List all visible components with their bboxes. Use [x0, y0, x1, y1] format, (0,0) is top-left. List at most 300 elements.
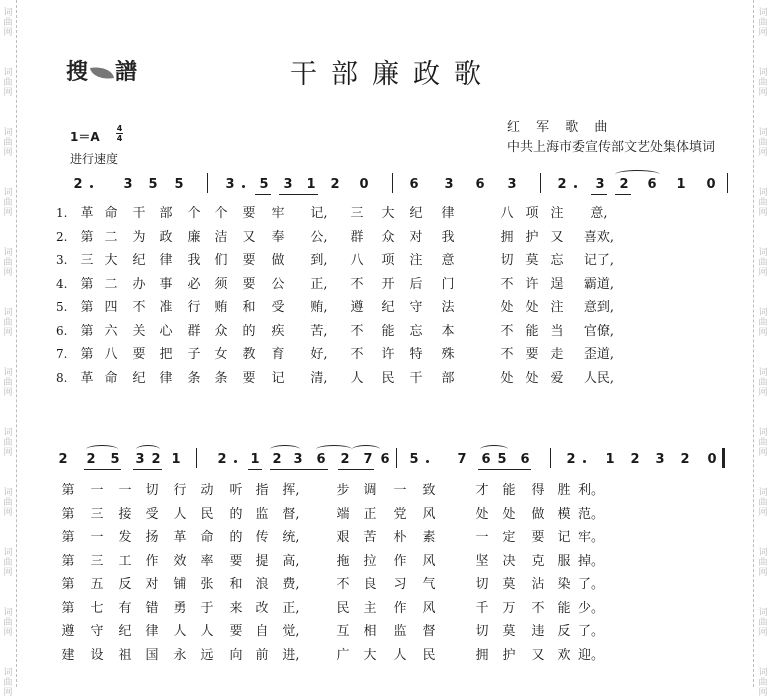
lyric-syllable: 处 [525, 300, 539, 315]
eighth-beam [279, 194, 318, 195]
watermark-text: 词 曲 网 [758, 488, 768, 518]
lyric-syllable: 少。 [578, 600, 605, 616]
lyric-syllable: 模 [557, 506, 571, 522]
watermark-text: 词 曲 网 [3, 368, 13, 398]
lyric-syllable: 要 [229, 553, 243, 569]
lyric-syllable: 于 [200, 600, 214, 616]
slur [480, 445, 508, 454]
lyric-syllable: 又 [242, 229, 256, 245]
lyric-syllable: 范。 [578, 506, 605, 522]
eighth-beam [255, 194, 271, 195]
lyric-syllable: 改 [255, 600, 269, 616]
lyric-syllable: 要 [242, 276, 256, 292]
lyric-syllable: 作 [145, 553, 159, 569]
lyric-syllable: 国 [145, 647, 159, 663]
lyric-syllable: 端 [336, 506, 350, 522]
jianpu-note: 2 [151, 452, 161, 467]
lyric-syllable: 有 [118, 600, 132, 616]
jianpu-note: 3 [123, 177, 133, 192]
lyric-syllable: 霸道, [583, 276, 615, 292]
lyric-syllable: 了。 [578, 624, 605, 639]
key-signature: 1＝A [70, 130, 100, 144]
lyric-syllable: 须 [214, 276, 228, 292]
jianpu-note: 7 [457, 452, 467, 467]
lyric-syllable: 工 [118, 553, 132, 569]
lyric-syllable: 广 [336, 647, 350, 663]
eighth-beam [133, 469, 162, 470]
lyric-syllable: 和 [229, 577, 243, 592]
lyric-syllable: 一 [475, 530, 489, 545]
lyric-syllable: 条 [187, 370, 201, 386]
lyric-syllable: 牢 [271, 206, 285, 221]
jianpu-note: 6 [520, 452, 530, 467]
jianpu-note: 5 [110, 452, 120, 467]
lyric-syllable: 错 [145, 600, 159, 616]
lyric-syllable: 革 [173, 530, 187, 545]
lyric-syllable: 个 [214, 206, 228, 221]
lyric-syllable: 正, [310, 276, 328, 292]
lyric-syllable: 永 [173, 647, 187, 663]
watermark-text: 词 曲 网 [3, 188, 13, 218]
leaf-icon [90, 64, 114, 82]
lyric-syllable: 子 [187, 347, 201, 362]
lyric-syllable: 个 [187, 206, 201, 221]
lyric-syllable: 三 [80, 253, 94, 268]
lyric-syllable: 众 [381, 229, 395, 245]
lyric-syllable: 又 [550, 229, 564, 245]
lyric-syllable: 喜欢, [583, 229, 615, 245]
lyric-syllable: 监 [255, 506, 269, 522]
slur [615, 170, 660, 179]
lyric-syllable: 人 [173, 624, 187, 639]
lyric-syllable: 风 [422, 553, 436, 569]
watermark-text: 词 曲 网 [3, 668, 13, 698]
lyric-syllable: 第 [80, 300, 94, 315]
watermark-text: 词 曲 网 [3, 428, 13, 458]
lyric-syllable: 不 [132, 300, 146, 315]
jianpu-note: 0 [707, 452, 717, 467]
lyric-syllable: 要 [242, 370, 256, 386]
lyric-syllable: 民 [336, 600, 350, 616]
lyric-syllable: 作 [393, 553, 407, 569]
lyric-syllable: 三 [90, 506, 104, 522]
lyric-syllable: 率 [200, 553, 214, 569]
lyric-syllable: 传 [255, 530, 269, 545]
right-margin-watermark [753, 0, 770, 698]
bar-line [207, 173, 208, 193]
lyric-syllable: 二 [104, 229, 118, 245]
lyric-syllable: 扬 [145, 530, 159, 545]
lyric-syllable: 要 [525, 347, 539, 362]
lyric-syllable: 注 [409, 253, 423, 268]
time-sig-bottom: 4 [116, 134, 123, 143]
lyric-syllable: 来 [229, 600, 243, 616]
lyric-syllable: 致 [422, 483, 436, 498]
lyric-syllable: 歪道, [583, 347, 615, 362]
lyric-syllable: 调 [363, 483, 377, 498]
lyric-syllable: 党 [393, 506, 407, 522]
song-title: 干部廉政歌 [290, 59, 495, 90]
lyric-syllable: 不 [500, 276, 514, 292]
watermark-text: 词 曲 网 [758, 368, 768, 398]
lyric-syllable: 沾 [531, 577, 545, 592]
watermark-text: 词 曲 网 [758, 248, 768, 278]
lyric-syllable: 督 [422, 624, 436, 639]
augmentation-dot [242, 185, 245, 188]
lyric-syllable: 记 [557, 530, 571, 545]
lyric-syllable: 律 [159, 370, 173, 386]
jianpu-note: 2 [630, 452, 640, 467]
lyric-syllable: 命 [104, 370, 118, 386]
lyric-syllable: 能 [381, 323, 395, 339]
lyric-syllable: 育 [271, 347, 285, 362]
lyric-syllable: 切 [500, 253, 514, 268]
lyric-verse-number: 5. [56, 300, 68, 314]
lyric-syllable: 法 [441, 300, 455, 315]
lyric-syllable: 第 [61, 553, 75, 569]
bar-line [396, 448, 397, 468]
watermark-text: 词 曲 网 [758, 188, 768, 218]
augmentation-dot [90, 185, 93, 188]
lyric-syllable: 众 [214, 323, 228, 339]
jianpu-note: 2 [58, 452, 68, 467]
lyric-syllable: 许 [525, 276, 539, 292]
lyric-syllable: 部 [441, 370, 455, 386]
lyric-syllable: 许 [381, 347, 395, 362]
lyric-syllable: 遵 [350, 300, 364, 315]
lyric-syllable: 莫 [502, 624, 516, 639]
lyric-syllable: 苦, [310, 323, 328, 339]
lyric-syllable: 七 [90, 600, 104, 616]
lyric-syllable: 忘 [409, 323, 423, 339]
jianpu-note: 3 [293, 452, 303, 467]
lyric-syllable: 部 [159, 206, 173, 221]
lyric-syllable: 八 [500, 206, 514, 221]
lyric-syllable: 胜 [557, 483, 571, 498]
lyric-syllable: 六 [104, 323, 118, 339]
lyric-syllable: 互 [336, 624, 350, 639]
lyric-syllable: 关 [132, 323, 146, 339]
lyric-syllable: 要 [242, 206, 256, 221]
eighth-beam [478, 469, 531, 470]
logo-char-1: 搜 [66, 60, 90, 85]
jianpu-note: 2 [330, 177, 340, 192]
lyric-syllable: 遵 [61, 624, 75, 639]
augmentation-dot [574, 185, 577, 188]
lyric-syllable: 反 [118, 577, 132, 592]
lyric-syllable: 记了, [583, 253, 615, 268]
lyric-syllable: 项 [525, 206, 539, 221]
lyric-syllable: 记 [271, 370, 285, 386]
jianpu-note: 6 [380, 452, 390, 467]
lyric-syllable: 女 [214, 347, 228, 362]
logo-char-2: 譜 [115, 60, 139, 85]
lyric-syllable: 命 [200, 530, 214, 545]
lyric-syllable: 条 [214, 370, 228, 386]
lyric-syllable: 人 [350, 370, 364, 386]
lyric-verse-number: 4. [56, 276, 68, 291]
lyric-syllable: 公 [271, 276, 285, 292]
lyric-syllable: 染 [557, 577, 571, 592]
lyric-syllable: 利。 [578, 483, 605, 498]
lyric-syllable: 人 [200, 624, 214, 639]
lyric-syllable: 一 [90, 483, 104, 498]
lyric-syllable: 本 [441, 323, 455, 339]
lyric-syllable: 革 [80, 370, 94, 386]
lyric-syllable: 忘 [550, 253, 564, 268]
lyric-syllable: 铺 [173, 577, 187, 592]
eighth-beam [248, 469, 262, 470]
lyric-syllable: 风 [422, 506, 436, 522]
lyric-syllable: 一 [118, 483, 132, 498]
lyric-syllable: 处 [500, 370, 514, 386]
lyric-syllable: 贿 [214, 300, 228, 315]
jianpu-note: 6 [481, 452, 491, 467]
lyric-syllable: 大 [381, 206, 395, 221]
lyric-syllable: 不 [500, 323, 514, 339]
eighth-beam [270, 469, 328, 470]
lyric-syllable: 能 [502, 483, 516, 498]
lyric-syllable: 民 [422, 647, 436, 663]
lyric-syllable: 到, [310, 253, 328, 268]
lyric-syllable: 意到, [583, 300, 615, 315]
lyric-syllable: 浪 [255, 577, 269, 592]
left-margin-watermark [0, 0, 17, 698]
lyric-syllable: 对 [145, 577, 159, 592]
lyric-syllable: 官僚, [583, 323, 615, 339]
lyric-syllable: 提 [255, 553, 269, 569]
lyric-syllable: 公, [310, 229, 328, 245]
lyric-syllable: 纪 [409, 206, 423, 221]
lyric-syllable: 民 [381, 370, 395, 386]
lyric-syllable: 远 [200, 647, 214, 663]
jianpu-note: 6 [475, 177, 485, 192]
lyric-syllable: 掉。 [578, 553, 605, 569]
lyric-syllable: 前 [255, 647, 269, 663]
jianpu-note: 2 [557, 177, 567, 192]
lyric-syllable: 第 [61, 577, 75, 592]
lyric-syllable: 进, [282, 647, 300, 663]
lyric-syllable: 听 [229, 483, 243, 498]
lyric-syllable: 决 [502, 553, 516, 569]
lyric-syllable: 发 [118, 530, 132, 545]
lyric-syllable: 不 [500, 347, 514, 362]
lyric-syllable: 干 [409, 370, 423, 386]
lyric-syllable: 律 [159, 253, 173, 268]
lyric-syllable: 革 [80, 206, 94, 221]
lyric-syllable: 奉 [271, 229, 285, 245]
bar-line [540, 173, 541, 193]
time-signature [116, 124, 123, 143]
lyric-syllable: 律 [441, 206, 455, 221]
lyric-verse-number: 1. [56, 206, 68, 220]
lyric-syllable: 受 [145, 506, 159, 522]
lyric-syllable: 当 [550, 323, 564, 339]
lyric-syllable: 指 [255, 483, 269, 498]
lyric-syllable: 向 [229, 647, 243, 663]
lyric-syllable: 风 [422, 600, 436, 616]
lyric-syllable: 设 [90, 647, 104, 663]
bar-line [392, 173, 393, 193]
lyric-syllable: 人 [393, 647, 407, 663]
lyric-syllable: 不 [350, 276, 364, 292]
jianpu-note: 2 [340, 452, 350, 467]
lyric-syllable: 良 [363, 577, 377, 592]
lyric-syllable: 开 [381, 276, 395, 292]
watermark-text: 词 曲 网 [3, 8, 13, 38]
lyric-syllable: 政 [159, 229, 173, 245]
lyric-syllable: 第 [61, 483, 75, 498]
lyric-syllable: 拖 [336, 553, 350, 569]
jianpu-note: 1 [676, 177, 686, 192]
jianpu-note: 1 [605, 452, 615, 467]
lyric-syllable: 注 [550, 206, 564, 221]
jianpu-note: 2 [272, 452, 282, 467]
lyric-syllable: 和 [242, 300, 256, 315]
lyric-syllable: 大 [363, 647, 377, 663]
lyric-syllable: 一 [393, 483, 407, 498]
lyric-syllable: 苦 [363, 530, 377, 545]
lyric-verse-number: 6. [56, 323, 68, 338]
jianpu-note: 6 [316, 452, 326, 467]
watermark-text: 词 曲 网 [758, 548, 768, 578]
lyric-syllable: 行 [173, 483, 187, 498]
lyric-syllable: 切 [145, 483, 159, 498]
lyric-syllable: 万 [502, 600, 516, 616]
lyric-syllable: 们 [214, 253, 228, 268]
lyricist-credit: 中共上海市委宣传部文艺处集体填词 [507, 140, 716, 155]
slur [316, 445, 352, 454]
lyric-syllable: 能 [557, 600, 571, 616]
lyric-syllable: 做 [271, 253, 285, 268]
lyric-syllable: 护 [502, 647, 516, 663]
slur [136, 445, 160, 454]
lyric-syllable: 命 [104, 206, 118, 221]
jianpu-note: 3 [225, 177, 235, 192]
lyric-syllable: 第 [80, 323, 94, 339]
watermark-text: 词 曲 网 [758, 8, 768, 38]
lyric-syllable: 群 [187, 323, 201, 339]
composer-credit: 红 军 歌 曲 [507, 120, 614, 135]
lyric-syllable: 纪 [381, 300, 395, 315]
lyric-syllable: 廉 [187, 229, 201, 245]
lyric-syllable: 第 [61, 600, 75, 616]
lyric-syllable: 张 [200, 577, 214, 592]
lyric-syllable: 要 [132, 347, 146, 362]
lyric-syllable: 要 [229, 624, 243, 639]
lyric-syllable: 护 [525, 229, 539, 245]
lyric-syllable: 动 [200, 483, 214, 498]
lyric-syllable: 不 [336, 577, 350, 592]
lyric-syllable: 才 [475, 483, 489, 498]
lyric-syllable: 纪 [132, 253, 146, 268]
lyric-syllable: 迎。 [578, 647, 605, 663]
lyric-syllable: 切 [475, 577, 489, 592]
lyric-syllable: 素 [422, 530, 436, 545]
slur [352, 445, 380, 454]
augmentation-dot [234, 460, 237, 463]
lyric-syllable: 教 [242, 347, 256, 362]
lyric-syllable: 步 [336, 483, 350, 498]
lyric-syllable: 项 [381, 253, 395, 268]
lyric-syllable: 监 [393, 624, 407, 639]
lyric-syllable: 要 [531, 530, 545, 545]
lyric-syllable: 了。 [578, 577, 605, 592]
lyric-syllable: 八 [104, 347, 118, 362]
lyric-syllable: 民 [200, 506, 214, 522]
lyric-syllable: 第 [61, 530, 75, 545]
jianpu-note: 6 [409, 177, 419, 192]
lyric-syllable: 拉 [363, 553, 377, 569]
lyric-syllable: 记, [310, 206, 328, 221]
watermark-text: 词 曲 网 [3, 608, 13, 638]
jianpu-note: 2 [619, 177, 629, 192]
lyric-syllable: 一 [90, 530, 104, 545]
lyric-syllable: 主 [363, 600, 377, 616]
lyric-syllable: 三 [350, 206, 364, 221]
lyric-syllable: 得 [531, 483, 545, 498]
jianpu-note: 0 [359, 177, 369, 192]
lyric-syllable: 三 [90, 553, 104, 569]
watermark-text: 词 曲 网 [3, 548, 13, 578]
lyric-syllable: 纪 [118, 624, 132, 639]
lyric-syllable: 律 [145, 624, 159, 639]
lyric-verse-number: 7. [56, 347, 68, 361]
jianpu-note: 3 [595, 177, 605, 192]
lyric-syllable: 不 [531, 600, 545, 616]
lyric-syllable: 气 [422, 577, 436, 592]
jianpu-note: 3 [507, 177, 517, 192]
lyric-syllable: 接 [118, 506, 132, 522]
eighth-beam [591, 194, 607, 195]
lyric-syllable: 守 [409, 300, 423, 315]
lyric-syllable: 对 [409, 229, 423, 245]
jianpu-note: 3 [655, 452, 665, 467]
lyric-syllable: 自 [255, 624, 269, 639]
lyric-syllable: 又 [531, 647, 545, 663]
watermark-text: 词 曲 网 [758, 668, 768, 698]
watermark-text: 词 曲 网 [3, 128, 13, 158]
lyric-syllable: 疾 [271, 323, 285, 339]
lyric-syllable: 克 [531, 553, 545, 569]
lyric-syllable: 意 [441, 253, 455, 268]
lyric-syllable: 祖 [118, 647, 132, 663]
lyric-syllable: 人民, [583, 370, 615, 386]
lyric-syllable: 违 [531, 624, 545, 639]
watermark-text: 词 曲 网 [758, 68, 768, 98]
augmentation-dot [426, 460, 429, 463]
sopu-logo [66, 55, 138, 86]
watermark-text: 词 曲 网 [758, 308, 768, 338]
bar-line [196, 448, 197, 468]
lyric-syllable: 办 [132, 276, 146, 292]
lyric-syllable: 意, [590, 206, 608, 221]
watermark-text: 词 曲 网 [3, 308, 13, 338]
jianpu-note: 6 [647, 177, 657, 192]
watermark-text: 词 曲 网 [758, 608, 768, 638]
lyric-syllable: 莫 [525, 253, 539, 268]
lyric-syllable: 要 [242, 253, 256, 268]
lyric-syllable: 习 [393, 577, 407, 592]
lyric-syllable: 的 [229, 530, 243, 545]
eighth-beam [615, 194, 631, 195]
lyric-verse-number: 3. [56, 253, 68, 267]
lyric-syllable: 反 [557, 624, 571, 639]
watermark-text: 词 曲 网 [758, 428, 768, 458]
jianpu-note: 7 [363, 452, 373, 467]
lyric-syllable: 清, [310, 370, 328, 386]
lyric-syllable: 行 [187, 300, 201, 315]
